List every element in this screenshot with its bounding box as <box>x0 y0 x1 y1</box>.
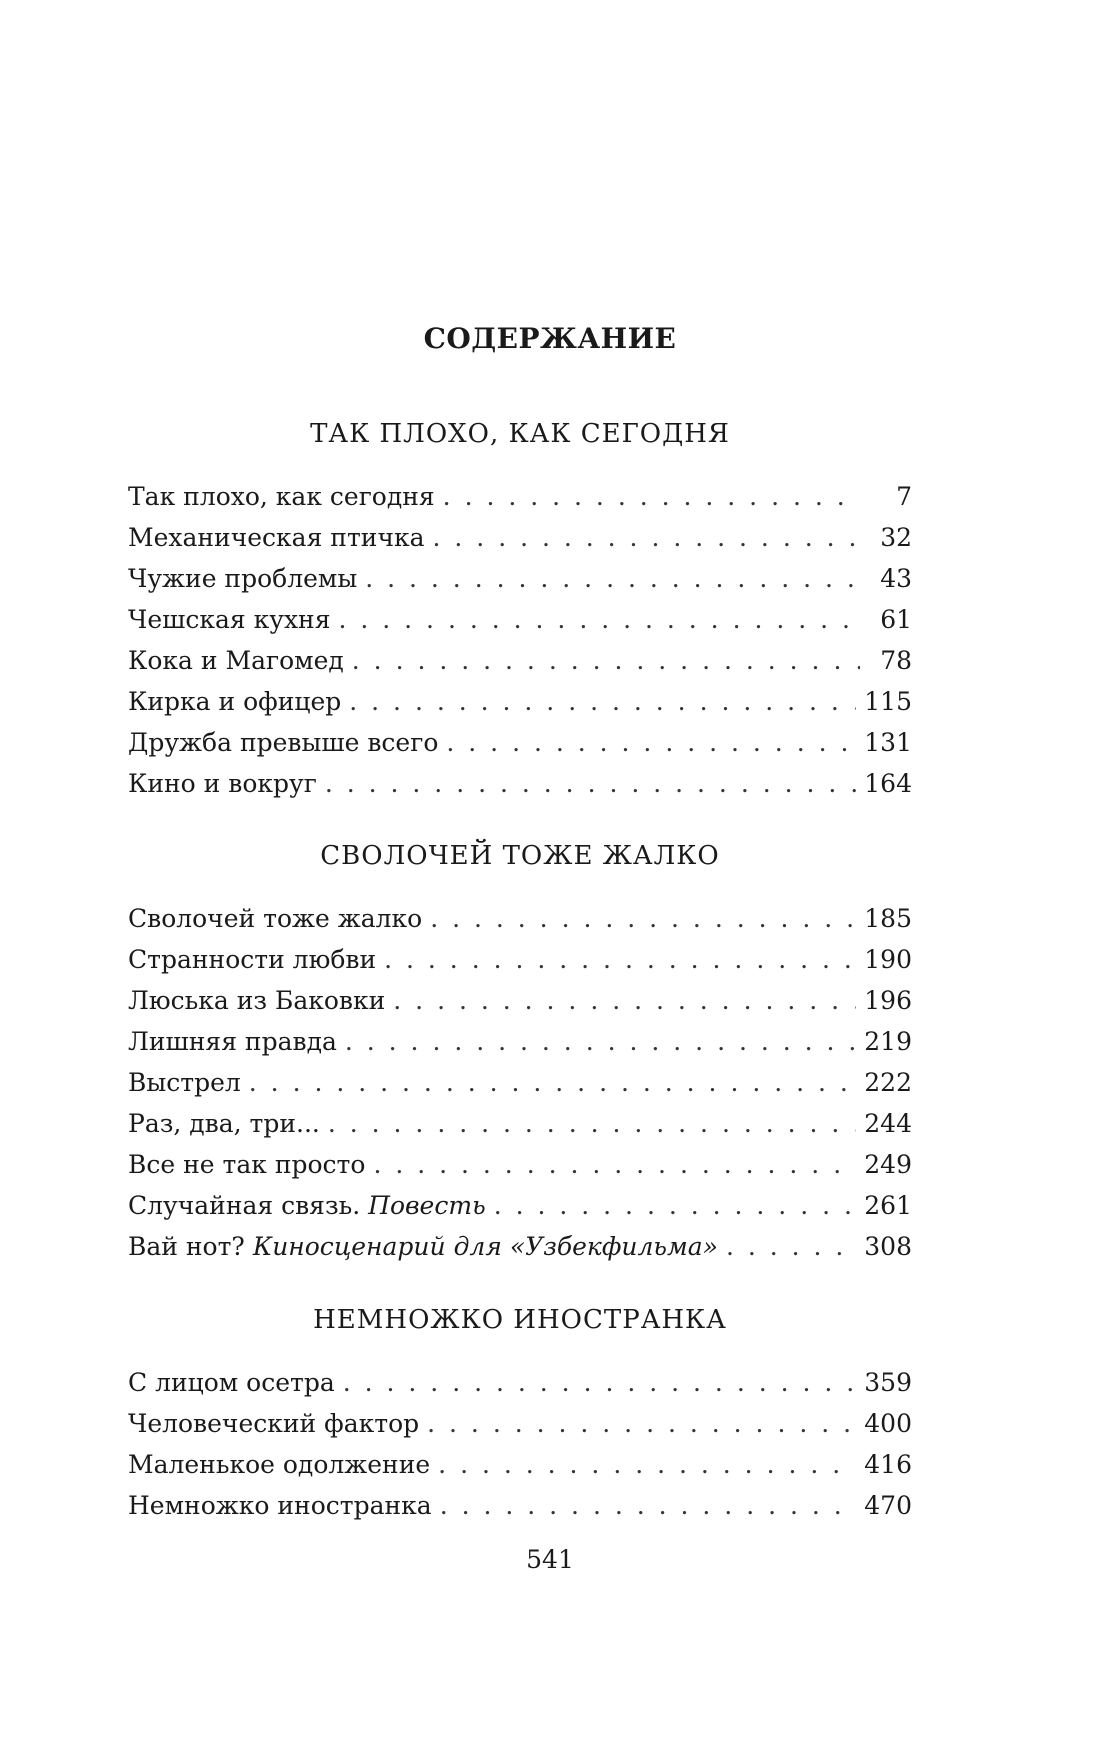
toc-entry[interactable] <box>128 722 912 763</box>
entry-page: 61 <box>880 605 912 634</box>
toc-entry[interactable] <box>128 1403 912 1444</box>
entry-title: Все не так просто <box>128 1150 366 1179</box>
entry-page: 219 <box>864 1027 912 1056</box>
toc-entry[interactable] <box>128 640 912 681</box>
entry-page: 359 <box>864 1368 912 1397</box>
entry-subtitle: Повесть <box>368 1191 486 1220</box>
entry-title: Чешская кухня <box>128 605 331 634</box>
toc-entries <box>128 898 912 1267</box>
toc-section-1 <box>128 414 912 804</box>
toc-entry[interactable] <box>128 599 912 640</box>
entry-title: Выстрел <box>128 1068 241 1097</box>
entry-title: Кино и вокруг <box>128 769 317 798</box>
entry-page: 164 <box>864 769 912 798</box>
leader-dots <box>325 763 856 804</box>
leader-dots <box>443 476 860 517</box>
toc-entry[interactable] <box>128 939 912 980</box>
leader-dots <box>249 1062 857 1103</box>
toc-section-2 <box>128 836 912 1267</box>
toc-entry[interactable] <box>128 1062 912 1103</box>
section-heading: НЕМНОЖКО ИНОСТРАНКА <box>313 1305 727 1335</box>
leader-dots <box>446 722 856 763</box>
entry-page: 131 <box>864 728 912 757</box>
entry-title: Странности любви <box>128 945 377 974</box>
leader-dots <box>433 517 860 558</box>
entry-page: 400 <box>864 1409 912 1438</box>
toc-entry[interactable] <box>128 1485 912 1526</box>
toc-entry[interactable] <box>128 1185 912 1226</box>
toc-entry[interactable] <box>128 980 912 1021</box>
toc-entry[interactable] <box>128 1226 912 1267</box>
toc-entry[interactable] <box>128 681 912 722</box>
leader-dots <box>343 1362 857 1403</box>
entry-title: Вай нот? <box>128 1232 245 1261</box>
entry-title: Лишняя правда <box>128 1027 337 1056</box>
page-title: СОДЕРЖАНИЕ <box>423 322 677 355</box>
entry-title: Кока и Магомед <box>128 646 344 675</box>
leader-dots <box>328 1103 856 1144</box>
leader-dots <box>349 681 856 722</box>
page-number: 541 <box>526 1545 574 1574</box>
leader-dots <box>393 980 856 1021</box>
leader-dots <box>430 898 856 939</box>
leader-dots <box>494 1185 857 1226</box>
entry-subtitle: Киносценарий для «Узбекфильма» <box>252 1232 718 1261</box>
toc-entry[interactable] <box>128 1103 912 1144</box>
entry-page: 190 <box>864 945 912 974</box>
entry-title: Сволочей тоже жалко <box>128 904 423 933</box>
entry-title: Люська из Баковки <box>128 986 386 1015</box>
entry-title: Раз, два, три... <box>128 1109 320 1138</box>
toc-entry[interactable] <box>128 558 912 599</box>
entry-page: 249 <box>864 1150 912 1179</box>
entry-page: 78 <box>880 646 912 675</box>
toc-entry[interactable] <box>128 476 912 517</box>
toc-entry[interactable] <box>128 1144 912 1185</box>
entry-page: 196 <box>864 986 912 1015</box>
toc-entry[interactable] <box>128 763 912 804</box>
entry-page: 308 <box>864 1232 912 1261</box>
entry-page: 7 <box>896 482 912 511</box>
leader-dots <box>384 939 856 980</box>
entry-page: 43 <box>880 564 912 593</box>
toc-entry[interactable] <box>128 898 912 939</box>
entry-title: Немножко иностранка <box>128 1491 432 1520</box>
leader-dots <box>440 1485 857 1526</box>
toc-entry[interactable] <box>128 1444 912 1485</box>
entry-page: 185 <box>864 904 912 933</box>
leader-dots <box>338 599 860 640</box>
entry-title: Случайная связь. <box>128 1191 361 1220</box>
entry-title: Кирка и офицер <box>128 687 342 716</box>
entry-page: 416 <box>864 1450 912 1479</box>
leader-dots <box>345 1021 856 1062</box>
entry-title: Так плохо, как сегодня <box>128 482 435 511</box>
entry-title: Чужие проблемы <box>128 564 358 593</box>
leader-dots <box>427 1403 856 1444</box>
leader-dots <box>726 1226 856 1267</box>
toc-entry[interactable] <box>128 1362 912 1403</box>
section-heading: ТАК ПЛОХО, КАК СЕГОДНЯ <box>310 419 730 449</box>
entry-page: 222 <box>864 1068 912 1097</box>
leader-dots <box>352 640 860 681</box>
toc-entry[interactable] <box>128 1021 912 1062</box>
entry-page: 32 <box>880 523 912 552</box>
toc-entry[interactable] <box>128 517 912 558</box>
entry-title: Механическая птичка <box>128 523 425 552</box>
section-heading: СВОЛОЧЕЙ ТОЖЕ ЖАЛКО <box>320 841 720 871</box>
toc-entries <box>128 1362 912 1526</box>
leader-dots <box>365 558 860 599</box>
entry-page: 470 <box>864 1491 912 1520</box>
entry-page: 261 <box>864 1191 912 1220</box>
toc-entries <box>128 476 912 804</box>
leader-dots <box>373 1144 856 1185</box>
entry-title: Маленькое одолжение <box>128 1450 431 1479</box>
entry-title: С лицом осетра <box>128 1368 335 1397</box>
entry-title: Человеческий фактор <box>128 1409 420 1438</box>
toc-section-3 <box>128 1300 912 1526</box>
leader-dots <box>438 1444 856 1485</box>
entry-page: 115 <box>864 687 912 716</box>
entry-page: 244 <box>864 1109 912 1138</box>
entry-title: Дружба превыше всего <box>128 728 439 757</box>
